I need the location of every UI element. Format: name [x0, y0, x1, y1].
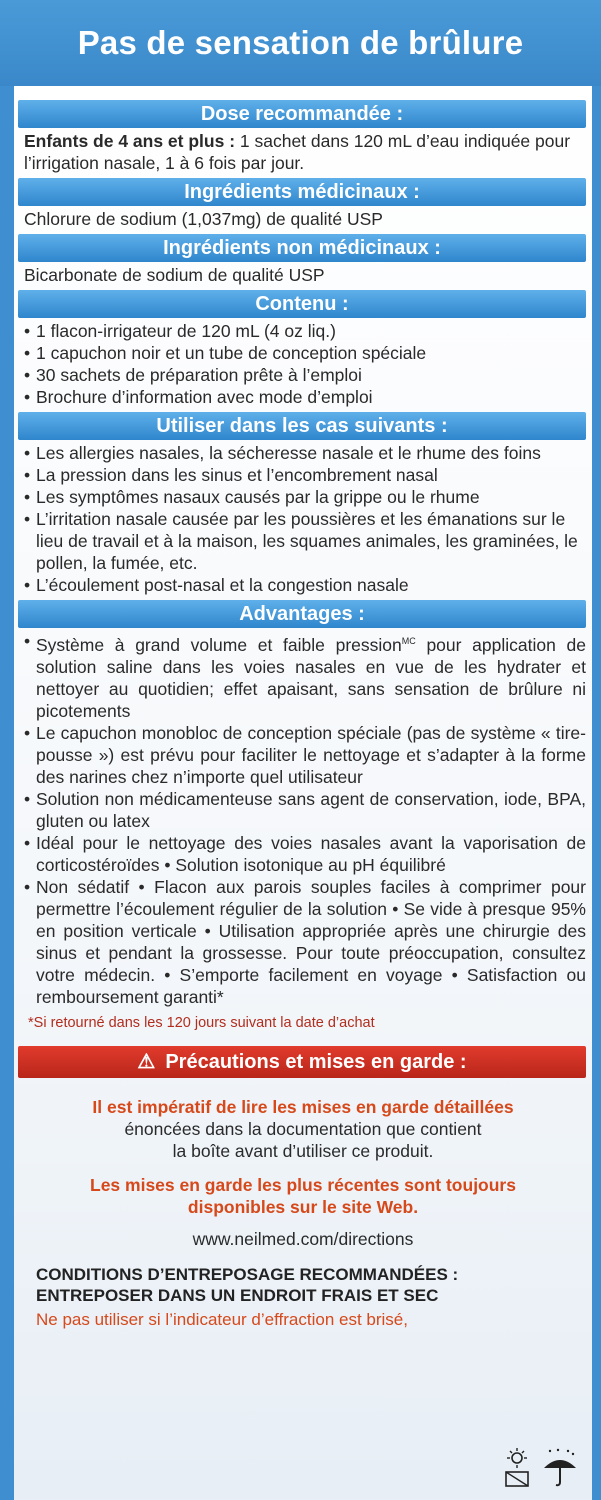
precautions-block: [14, 1096, 592, 1250]
medicinal-heading: Ingrédients médicinaux :: [18, 178, 586, 206]
list-item: • L’irritation nasale causée par les poussières et les émanations sur le lieu de travail et à la maison, les squames animales, les graminées, le pollen, la fumée, etc.: [24, 508, 586, 574]
list-item: • Les symptômes nasaux causés par la grippe ou le rhume: [24, 486, 586, 508]
medicinal-text: Chlorure de sodium (1,037mg) de qualité USP: [24, 209, 383, 229]
list-item: • L’écoulement post-nasal et la congestion nasale: [24, 574, 586, 596]
directions-url: www.neilmed.com/directions: [192, 1228, 414, 1249]
tamper-warning: Ne pas utiliser si l’indicateur d’effraction est brisé,: [36, 1309, 408, 1329]
umbrella-icon: [542, 1448, 578, 1488]
precautions-text: la boîte avant d’utiliser ce produit.: [172, 1140, 434, 1161]
precautions-website-note: disponibles sur le site Web.: [187, 1196, 419, 1217]
list-item: • Idéal pour le nettoyage des voies nasales avant la vaporisation de corticostéroïdes • Solution isotonique au pH équilibré: [24, 832, 586, 876]
list-item: • 30 sachets de préparation prête à l’emploi: [24, 364, 586, 386]
list-item: • Les allergies nasales, la sécheresse nasale et le rhume des foins: [24, 442, 586, 464]
list-item: • La pression dans les sinus et l’encombrement nasal: [24, 464, 586, 486]
storage-line: ENTREPOSER DANS UN ENDROIT FRAIS ET SEC: [36, 1285, 439, 1305]
trademark-mark: MC: [401, 636, 416, 646]
list-item: • 1 flacon-irrigateur de 120 mL (4 oz liq.): [24, 320, 586, 342]
page-title: Pas de sensation de brûlure: [77, 24, 524, 61]
footnote: *Si retourné dans les 120 jours suivant la date d’achat: [28, 1014, 375, 1031]
list-item: • Solution non médicamenteuse sans agent de conservation, iode, BPA, gluten ou latex: [24, 788, 586, 832]
non-medicinal-text: Bicarbonate de sodium de qualité USP: [24, 265, 325, 285]
list-item: • 1 capuchon noir et un tube de conception spéciale: [24, 342, 586, 364]
contents-heading: Contenu :: [18, 290, 586, 318]
storage-icons: [500, 1448, 578, 1488]
list-item: [24, 630, 586, 722]
list-item: • Brochure d’information avec mode d’emploi: [24, 386, 586, 408]
dose-heading: Dose recommandée :: [18, 100, 586, 128]
uses-heading: Utiliser dans les cas suivants :: [18, 412, 586, 440]
contents-list: [14, 318, 592, 412]
label-panel: [14, 86, 592, 1500]
precautions-heading-bar: [18, 1046, 586, 1078]
dose-text: [14, 128, 592, 178]
list-item: • Le capuchon monobloc de conception spéciale (pas de système « tire-pousse ») est prévu pour faciliter le nettoyage et s’adapter à la forme des narines chez n’importe quel utilisateur: [24, 722, 586, 788]
advantage-text: pour application de solution saline dans les voies nasales en vue de les hydrater et nettoyer au quotidien; effet apaisant, sans sensation de brûlure ni picotements: [36, 634, 587, 721]
dose-body: 1 sachet dans 120 mL d’eau indiquée pour l’irrigation nasale, 1 à 6 fois par jour.: [24, 131, 571, 173]
precautions-warning: Il est impératif de lire les mises en garde détaillées: [92, 1096, 514, 1117]
storage-conditions: [14, 1250, 592, 1306]
list-item: • Non sédatif • Flacon aux parois souples faciles à comprimer pour permettre l’écoulement régulier de la solution • Se vide à presque 95% en position verticale • Utilisation appropriée après une chirurgie des sinus et pendant la grossesse. Pour toute préoccupation, consultez votre médecin. • S’emporte facilement en voyage • Satisfaction ou remboursement garanti*: [24, 876, 586, 1008]
storage-line: CONDITIONS D’ENTREPOSAGE RECOMMANDÉES :: [36, 1264, 459, 1284]
precautions-website-note: Les mises en garde les plus récentes sont toujours: [90, 1174, 516, 1195]
precautions-heading: Précautions et mises en garde :: [165, 1050, 467, 1073]
precautions-text: énoncées dans la documentation que contient: [124, 1118, 482, 1139]
advantages-heading: Advantages :: [18, 600, 586, 628]
header-band: [0, 0, 601, 86]
uses-list: [14, 440, 592, 600]
non-medicinal-heading: Ingrédients non médicinaux :: [18, 234, 586, 262]
warning-icon: ⚠: [137, 1050, 156, 1073]
sun-shelter-icon: [500, 1448, 534, 1488]
dose-lead: Enfants de 4 ans et plus :: [24, 131, 236, 151]
advantage-text: Système à grand volume et faible pression: [36, 634, 402, 655]
advantages-list: [14, 628, 592, 1012]
